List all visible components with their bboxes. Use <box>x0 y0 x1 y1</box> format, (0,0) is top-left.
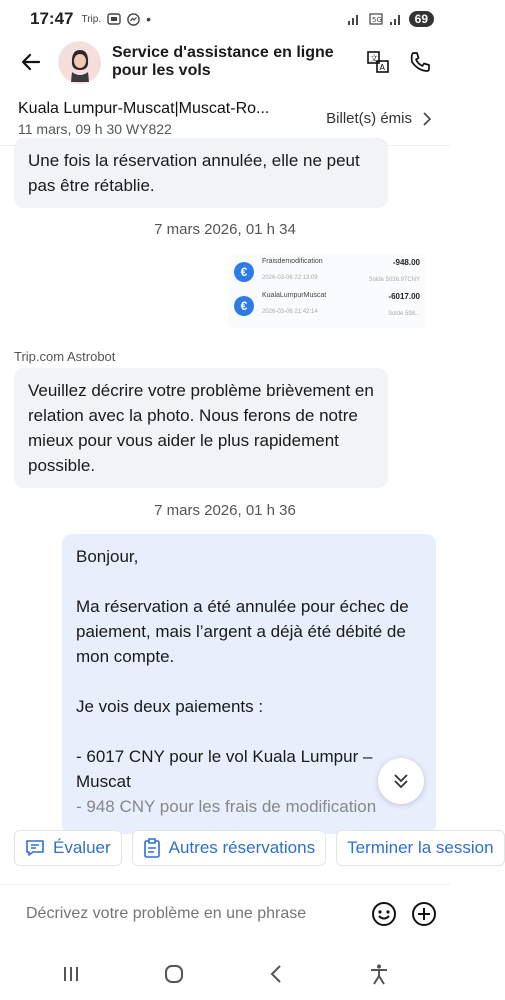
accessibility-icon <box>368 963 390 985</box>
add-button[interactable] <box>410 900 438 928</box>
payment-logo-icon: € <box>234 262 254 282</box>
translate-button[interactable] <box>364 48 392 76</box>
quick-actions <box>0 830 494 870</box>
attachment-amount: -6017.00 <box>388 292 420 301</box>
ticket-status[interactable] <box>326 110 432 127</box>
chat-area[interactable] <box>0 146 450 826</box>
clipboard-icon <box>143 838 161 858</box>
scroll-to-bottom-button[interactable] <box>378 758 424 804</box>
screenshot-icon <box>107 13 121 25</box>
phone-icon <box>408 50 432 74</box>
arrow-left-icon <box>19 50 43 74</box>
chat-rating-icon <box>25 839 45 857</box>
page-title: Service d'assistance en ligne pour les vols <box>112 44 334 79</box>
attachment-date: 2026-03-06 21:42:14 <box>262 309 318 315</box>
wifi-icon <box>369 13 383 25</box>
bot-message-text: Veuillez décrire votre problème brièvement en relation avec la photo. Nous ferons de notre mieux pour vous aider le plus rapidement possible. <box>28 381 374 475</box>
other-bookings-button[interactable] <box>132 830 326 866</box>
timestamp: 7 mars 2026, 01 h 34 <box>154 221 296 238</box>
bot-message <box>14 368 388 488</box>
user-message-line: - 6017 CNY pour le vol Kuala Lumpur – Muscat <box>76 747 373 791</box>
user-message-line: Bonjour, <box>76 547 139 566</box>
home-icon <box>163 963 185 985</box>
attachment-name: KualaLumpurMuscat <box>262 292 327 299</box>
accessibility-button[interactable] <box>359 954 399 994</box>
user-message-line: Je vois deux paiements : <box>76 697 264 716</box>
agent-avatar-icon <box>59 42 101 84</box>
status-time: 17:47 <box>30 9 74 28</box>
status-bar <box>0 0 450 38</box>
rate-button[interactable] <box>14 830 122 866</box>
ticket-status-label: Billet(s) émis <box>326 110 412 127</box>
translate-icon <box>366 50 390 74</box>
trip-icon: Trip. <box>81 13 102 25</box>
plus-circle-icon <box>411 901 437 927</box>
image-attachment[interactable] <box>228 254 426 328</box>
svg-text:文: 文 <box>370 54 378 63</box>
chevron-left-icon <box>269 964 283 984</box>
attachment-balance: Solde 598... <box>387 311 420 317</box>
back-button[interactable] <box>16 47 46 77</box>
rate-label: Évaluer <box>53 838 111 857</box>
trip-meta: 11 mars, 09 h 30 WY822 <box>18 120 172 137</box>
signal-2-icon <box>389 13 403 25</box>
attachment-amount: -948.00 <box>392 258 420 267</box>
status-dot: • <box>146 11 152 27</box>
attachment-row <box>234 258 420 292</box>
emoji-icon <box>371 901 397 927</box>
bot-message <box>14 138 388 208</box>
end-session-label: Terminer la session <box>347 838 494 857</box>
message-input[interactable] <box>26 905 370 923</box>
call-button[interactable] <box>406 48 434 76</box>
attachment-date: 2026-03-06 22:13:09 <box>262 275 318 281</box>
attachment-name: Fraisdemodification <box>262 258 323 265</box>
svg-text:5G: 5G <box>371 16 382 24</box>
sender-name: Trip.com Astrobot <box>14 349 116 364</box>
user-message-line: Ma réservation a été annulée pour échec de paiement, mais l’argent a déjà été débité de mon compte. <box>76 597 409 666</box>
svg-text:A: A <box>379 63 385 72</box>
messenger-icon <box>127 13 140 26</box>
recent-apps-button[interactable] <box>51 954 91 994</box>
recent-apps-icon <box>61 965 81 983</box>
chat-header <box>0 38 450 86</box>
double-chevron-down-icon <box>392 772 410 790</box>
chevron-right-icon <box>422 111 432 127</box>
attachment-row <box>234 292 420 326</box>
end-session-button[interactable] <box>336 830 504 866</box>
back-nav-button[interactable] <box>256 954 296 994</box>
signal-icon <box>347 13 363 25</box>
home-button[interactable] <box>154 954 194 994</box>
message-composer <box>0 884 450 942</box>
user-message-line: - 948 CNY pour les frais de modification <box>76 797 377 816</box>
system-icons <box>347 11 434 27</box>
bot-message-text: Une fois la réservation annulée, elle ne peut pas être rétablie. <box>28 151 360 195</box>
timestamp: 7 mars 2026, 01 h 36 <box>154 502 296 519</box>
battery-indicator: 69 <box>409 11 434 27</box>
emoji-button[interactable] <box>370 900 398 928</box>
payment-logo-icon: € <box>234 296 254 316</box>
notification-icons <box>81 11 151 27</box>
system-navigation-bar <box>0 948 450 1000</box>
trip-route: Kuala Lumpur-Muscat|Muscat-Ro... <box>18 99 270 117</box>
other-bookings-label: Autres réservations <box>168 838 316 857</box>
attachment-balance: Solde 5036.97CNY <box>368 277 420 283</box>
agent-avatar <box>58 41 100 83</box>
